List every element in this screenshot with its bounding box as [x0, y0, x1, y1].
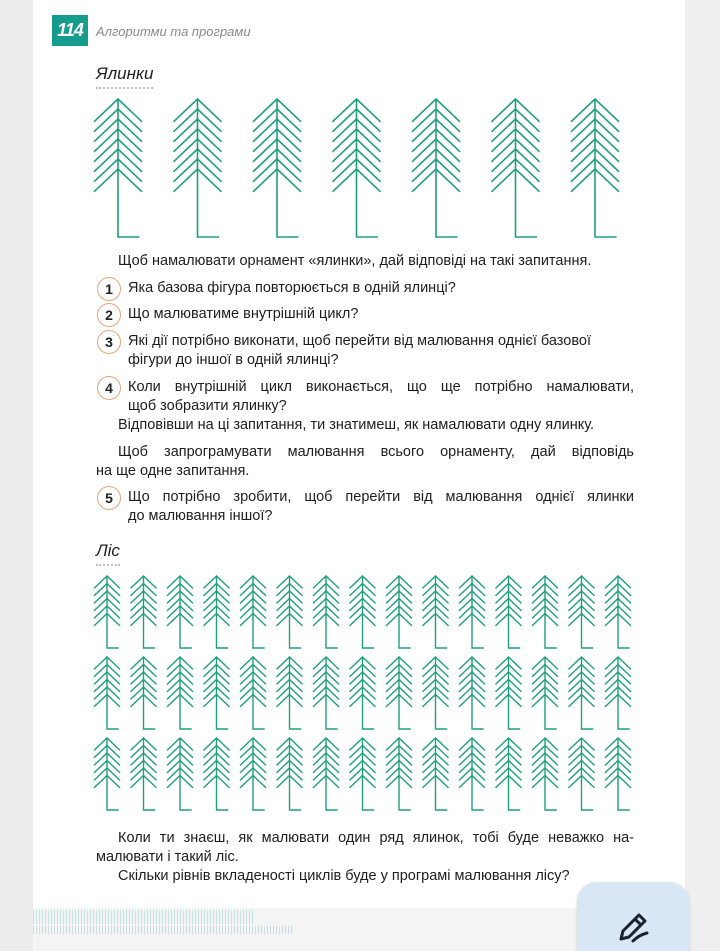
tree [240, 657, 266, 729]
page-margin-left [0, 0, 33, 951]
answered-text: Відповівши на ці запитання, ти знатимеш, як намалювати одну ялинку. [118, 417, 595, 433]
textbook-page [33, 0, 685, 908]
tree [167, 576, 193, 648]
tree [167, 657, 193, 729]
tree [412, 99, 460, 237]
question-1-text: Яка базова фігура повторюється в одній ялинці? [128, 280, 456, 296]
question-5-line-2: до малювання іншої? [128, 508, 273, 524]
tree [350, 657, 376, 729]
forest-ornament [93, 574, 639, 812]
section-title-firs: Ялинки [96, 64, 153, 89]
tree [605, 576, 631, 648]
question-2-badge: 2 [97, 303, 121, 327]
tree [313, 576, 339, 648]
tree [350, 738, 376, 810]
tree [94, 576, 120, 648]
tree [94, 99, 142, 237]
tree [167, 738, 193, 810]
question-1-badge: 1 [97, 277, 121, 301]
question-3-line-1: Які дії потрібно виконати, щоб перейти від малювання однієї базової [128, 333, 591, 349]
tree [204, 657, 230, 729]
tree [350, 576, 376, 648]
tree [386, 576, 412, 648]
tree [174, 99, 222, 237]
tree [423, 657, 449, 729]
tree [131, 576, 157, 648]
question-5-badge: 5 [97, 486, 121, 510]
question-4-badge: 4 [97, 376, 121, 400]
tree [532, 576, 558, 648]
tree [532, 657, 558, 729]
program-paragraph-line-2: на ще одне запитання. [96, 463, 250, 479]
closing-line-3: Скільки рівнів вкладеності циклів буде у програмі малювання лісу? [118, 868, 570, 884]
tree [240, 738, 266, 810]
tree [333, 99, 381, 237]
tree [605, 738, 631, 810]
tree [94, 657, 120, 729]
tree [496, 657, 522, 729]
tree [313, 657, 339, 729]
tree [532, 738, 558, 810]
footer-pattern-2 [33, 926, 293, 934]
tree [240, 576, 266, 648]
question-4-line-2: щоб зобразити ялинку? [128, 398, 287, 414]
tree [204, 738, 230, 810]
page-number: 114 [52, 15, 88, 46]
tree [204, 576, 230, 648]
question-2-text: Що малюватиме внутрішній цикл? [128, 306, 359, 322]
tree [277, 576, 303, 648]
closing-line-1: Коли ти знаєш, як малювати один ряд ялинок, тобі буде неважко на- [118, 830, 634, 846]
tree [496, 738, 522, 810]
tree [569, 576, 595, 648]
tree [496, 576, 522, 648]
tree [423, 738, 449, 810]
tree [492, 99, 540, 237]
footer-pattern [33, 910, 253, 924]
question-3-badge: 3 [97, 330, 121, 354]
section-title-forest: Ліс [96, 541, 120, 566]
tree [253, 99, 301, 237]
program-paragraph-line-1: Щоб запрограмувати малювання всього орнаменту, дай відповідь [118, 444, 634, 460]
edit-button[interactable] [577, 882, 689, 951]
tree [569, 738, 595, 810]
tree [386, 657, 412, 729]
tree [459, 576, 485, 648]
tree [131, 738, 157, 810]
tree [313, 738, 339, 810]
tree [459, 738, 485, 810]
question-5-line-1: Що потрібно зробити, щоб перейти від малювання однієї ялинки [128, 489, 634, 505]
page-margin-right [685, 0, 720, 951]
question-4-line-1: Коли внутрішній цикл виконається, що ще потрібно намалювати, [128, 379, 634, 395]
tree [386, 738, 412, 810]
tree [459, 657, 485, 729]
pen-edit-icon [613, 907, 653, 947]
tree [571, 99, 619, 237]
closing-line-2: малювати і такий ліс. [96, 849, 239, 865]
tree [605, 657, 631, 729]
running-title: Алгоритми та програми [96, 24, 251, 39]
tree [94, 738, 120, 810]
question-3-line-2: фігури до іншої в одній ялинці? [128, 352, 339, 368]
tree [423, 576, 449, 648]
tree [131, 657, 157, 729]
firs-ornament [93, 97, 633, 239]
intro-text: Щоб намалювати орнамент «ялинки», дай відповіді на такі запитання. [118, 253, 592, 269]
tree [277, 657, 303, 729]
tree [569, 657, 595, 729]
tree [277, 738, 303, 810]
